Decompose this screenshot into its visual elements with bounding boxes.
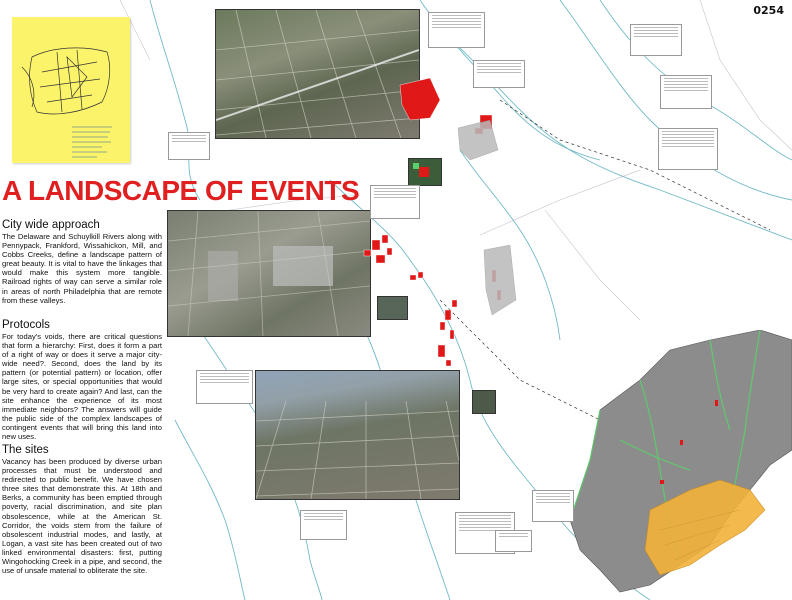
annotation-note xyxy=(370,185,420,219)
section-body: For today's voids, there are critical questions that form a hierarchy: First, does it form a part of a right of way or does it serve a major city-wide need?. Second, does the land by its pattern (or potential pattern) or location, offer large sites, or special opportunities that would be very hard to create again? And last, can the site enhance the experience of its most immediate neighbors? The answers will guide the public side of the complex landscapes of contingent events that will bring this land into new uses. xyxy=(2,332,162,442)
section-city-wide-approach xyxy=(2,219,162,305)
annotation-note xyxy=(196,370,253,404)
section-heading: Protocols xyxy=(2,319,50,331)
philadelphia-city-map xyxy=(560,330,792,600)
section-heading: City wide approach xyxy=(2,219,100,231)
annotation-note xyxy=(532,490,574,522)
annotation-note xyxy=(495,530,532,552)
section-heading: The sites xyxy=(2,444,49,456)
annotation-note xyxy=(428,12,485,48)
annotation-note xyxy=(658,128,718,170)
page-title: A LANDSCAPE OF EVENTS xyxy=(2,175,360,206)
annotation-note xyxy=(660,75,712,109)
page-number: 0254 xyxy=(753,4,784,17)
annotation-note xyxy=(300,510,347,540)
section-the-sites xyxy=(2,444,162,575)
section-protocols xyxy=(2,319,162,441)
annotation-note xyxy=(473,60,525,88)
annotation-note xyxy=(168,132,210,160)
section-body: Vacancy has been produced by diverse urban processes that must be understood and redirected to public benefit. We have chosen three sites that demonstrate this. At 18th and Berks, a community has been emptied through poverty, racial discrimination, and site plan obsolescence, while at the American St. Corridor, the voids stem from the failure of obsolescent industrial modes, and lastly, at Logan, a vast site has been created out of two linked environmental disasters: first, putting Wingohocking Creek in a pipe, and second, the use of unsafe material to obliterate the site. xyxy=(2,457,162,576)
annotation-note xyxy=(630,24,682,56)
section-body: The Delaware and Schuylkill Rivers along with Pennypack, Frankford, Wissahickon, Mill, and Cobbs Creeks, define a landscape pattern of great beauty. It is vital to have the linkages that would make this system more tangible. Railroad rights of way can serve a similar role in areas of north Philadelphia that are remote from these valleys. xyxy=(2,232,162,305)
